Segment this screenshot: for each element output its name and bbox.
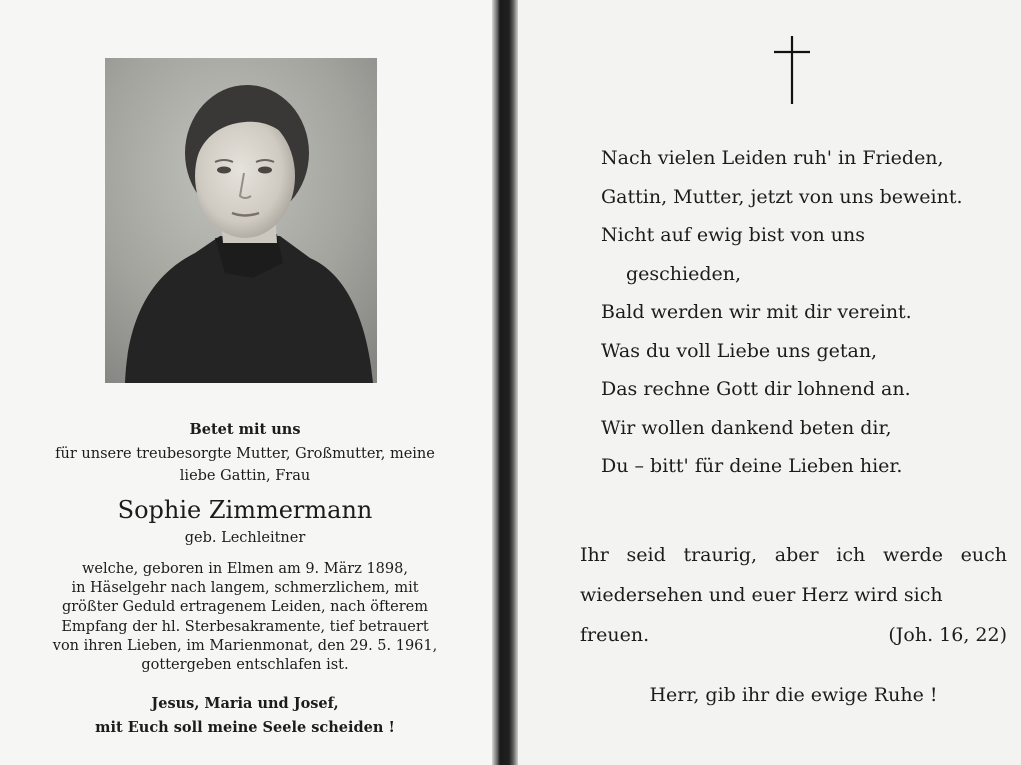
- poem-line: Gattin, Mutter, jetzt von uns beweint.: [601, 185, 963, 208]
- biography-line: gottergeben entschlafen ist.: [141, 657, 349, 674]
- poem-line: Nicht auf ewig bist von uns: [601, 224, 866, 246]
- prayer-line-1: Jesus, Maria und Josef,: [151, 695, 339, 712]
- card-fold: [492, 0, 518, 765]
- poem-line: Was du voll Liebe uns getan,: [601, 339, 878, 362]
- poem-line: Das rechne Gott dir lohnend an.: [601, 378, 911, 400]
- poem-line: Nach vielen Leiden ruh' in Frieden,: [601, 147, 944, 169]
- poem-line: Wir wollen dankend beten dir,: [601, 416, 892, 439]
- verse-last-word: freuen.: [580, 624, 650, 646]
- poem-line: Bald werden wir mit dir vereint.: [601, 301, 912, 323]
- header-line: Betet mit uns: [189, 421, 301, 438]
- prayer-line-2: mit Euch soll meine Seele scheiden !: [95, 719, 395, 736]
- closing-prayer: [20, 694, 470, 738]
- intro-line-2: liebe Gattin, Frau: [179, 468, 311, 484]
- biography-line: in Häselgehr nach langem, schmerzlichem, mit: [71, 580, 419, 597]
- poem-line: Du – bitt' für deine Lieben hier.: [601, 455, 903, 477]
- bible-verse: [580, 535, 1007, 655]
- biography-line: welche, geboren in Elmen am 9. März 1898,: [82, 561, 408, 577]
- closing-line: Herr, gib ihr die ewige Ruhe !: [649, 684, 938, 706]
- verse-reference: (Joh. 16, 22): [888, 624, 1007, 646]
- verse-end-row: [580, 615, 1007, 655]
- biography-line: Empfang der hl. Sterbesakramente, tief betrauert: [61, 618, 429, 635]
- cross-icon: [772, 34, 812, 110]
- biography-text: [20, 560, 470, 675]
- birth-name: geb. Lechleitner: [184, 530, 306, 546]
- verse-text: Ihr seid traurig, aber ich werde euch wiedersehen und euer Herz wird sich: [580, 544, 1007, 606]
- deceased-name: Sophie Zimmermann: [117, 496, 373, 524]
- memorial-poem: [601, 142, 1011, 489]
- biography-line: größter Geduld ertragenem Leiden, nach öfterem: [61, 599, 429, 616]
- intro-line-1: für unsere treubesorgte Mutter, Großmutter, meine: [55, 446, 435, 462]
- portrait-photo: [105, 58, 377, 383]
- poem-line: geschieden,: [626, 262, 742, 285]
- biography-line: von ihren Lieben, im Marienmonat, den 29. 5. 1961,: [52, 637, 438, 654]
